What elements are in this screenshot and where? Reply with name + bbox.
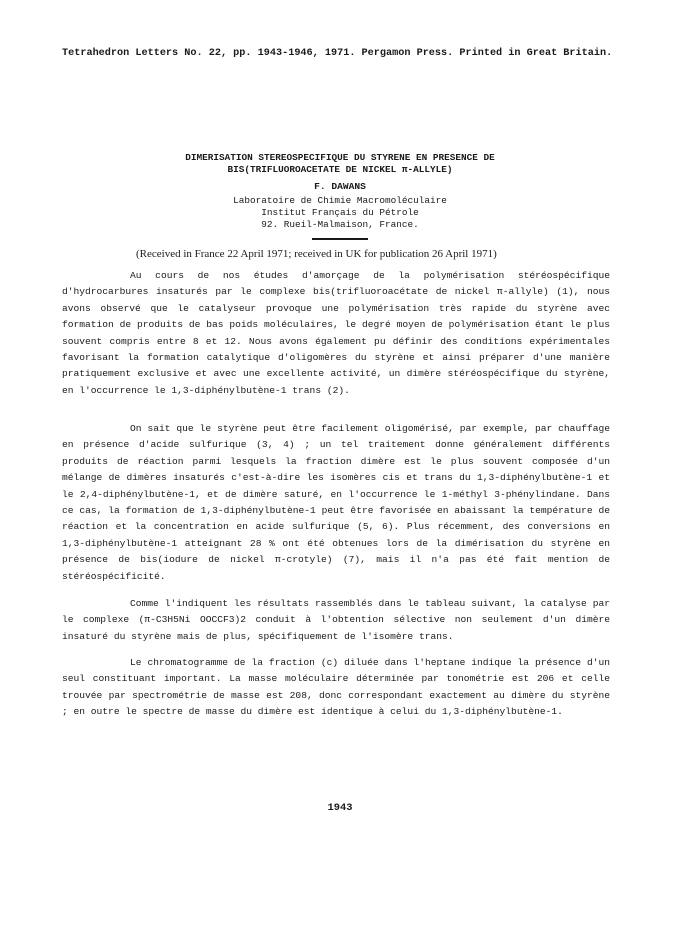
affiliation-line-2: Institut Français du Pétrole	[261, 207, 419, 218]
author-name: F. DAWANS	[314, 181, 366, 192]
body-paragraph-3: Comme l'indiquent les résultats rassemblés dans le tableau suivant, la catalyse par le complexe (π-C3H5Ni OOCCF3)2 conduit à l'obtention sélective non seulement d'un dimère insaturé du styrène mais de plus, spécifiquement de l'isomère trans.	[62, 598, 610, 642]
body-paragraph-1: Au cours de nos études d'amorçage de la polymérisation stéréospécifique d'hydrocarbures insaturés par le complexe bis(trifluoroacétate de nickel π-allyle) (1), nous avons observé que le catalyseur provoque une polymérisation très rapide du styrène avec formation de produits de bas poids moléculaires, le degré moyen de polymérisation étant le plus souvent compris entre 8 et 12. Nous avons également pu définir des conditions expérimentales favorisant la formation catalytique d'oligomères du styrène et ainsi préparer d'une manière pratiquement exclusive et avec une excellente activité, un dimère stéréospécifique du styrène, en l'occurrence le 1,3-diphénylbutène-1 trans (2).	[62, 270, 610, 396]
affiliation-line-1: Laboratoire de Chimie Macromoléculaire	[233, 195, 447, 206]
journal-citation: Tetrahedron Letters No. 22, pp. 1943-1946, 1971. Pergamon Press. Printed in Great Britain.	[62, 48, 613, 59]
body-paragraph-2: On sait que le styrène peut être facilement oligomérisé, par exemple, par chauffage en présence d'acide sulfurique (3, 4) ; un tel traitement donne généralement différents produits de réaction parmi lesquels la fraction dimère est le plus souvent composée d'un mélange de dimères insaturés c'est-à-dire les isomères cis et trans du 1,3-diphénylbutène-1 et le 2,4-diphénylbutène-1, et de dimère saturé, en l'occurrence le 1-méthyl 3-phénylindane. Dans ce cas, la formation de 1,3-diphénylbutène-1 peut être favorisée en abaissant la température de réaction et la concentration en acide sulfurique (5, 6). Plus récemment, des conversions en 1,3-diphénylbutène-1 atteignant 28 % ont été obtenues lors de la dimérisation du styrène en présence de bis(iodure de nickel π-crotyle) (7), mais il n'a pas été fait mention de stéréospécificité.	[62, 423, 610, 582]
article-title-line-1: DIMERISATION STEREOSPECIFIQUE DU STYRENE EN PRESENCE DE	[185, 152, 495, 163]
received-dates: (Received in France 22 April 1971; received in UK for publication 26 April 1971)	[136, 248, 497, 260]
body-paragraph-4: Le chromatogramme de la fraction (c) diluée dans l'heptane indique la présence d'un seul constituant important. La masse moléculaire déterminée par tonométrie est 206 et celle trouvée par spectrométrie de masse est 208, donc correspondant exactement au dimère du styrène ; en outre le spectre de masse du dimère est identique à celui du 1,3-diphénylbutène-1.	[62, 657, 610, 718]
article-title-line-2: BIS(TRIFLUOROACETATE DE NICKEL π-ALLYLE)	[227, 164, 453, 175]
page-number: 1943	[327, 802, 353, 814]
title-divider	[312, 238, 368, 240]
affiliation-line-3: 92. Rueil-Malmaison, France.	[261, 219, 419, 230]
